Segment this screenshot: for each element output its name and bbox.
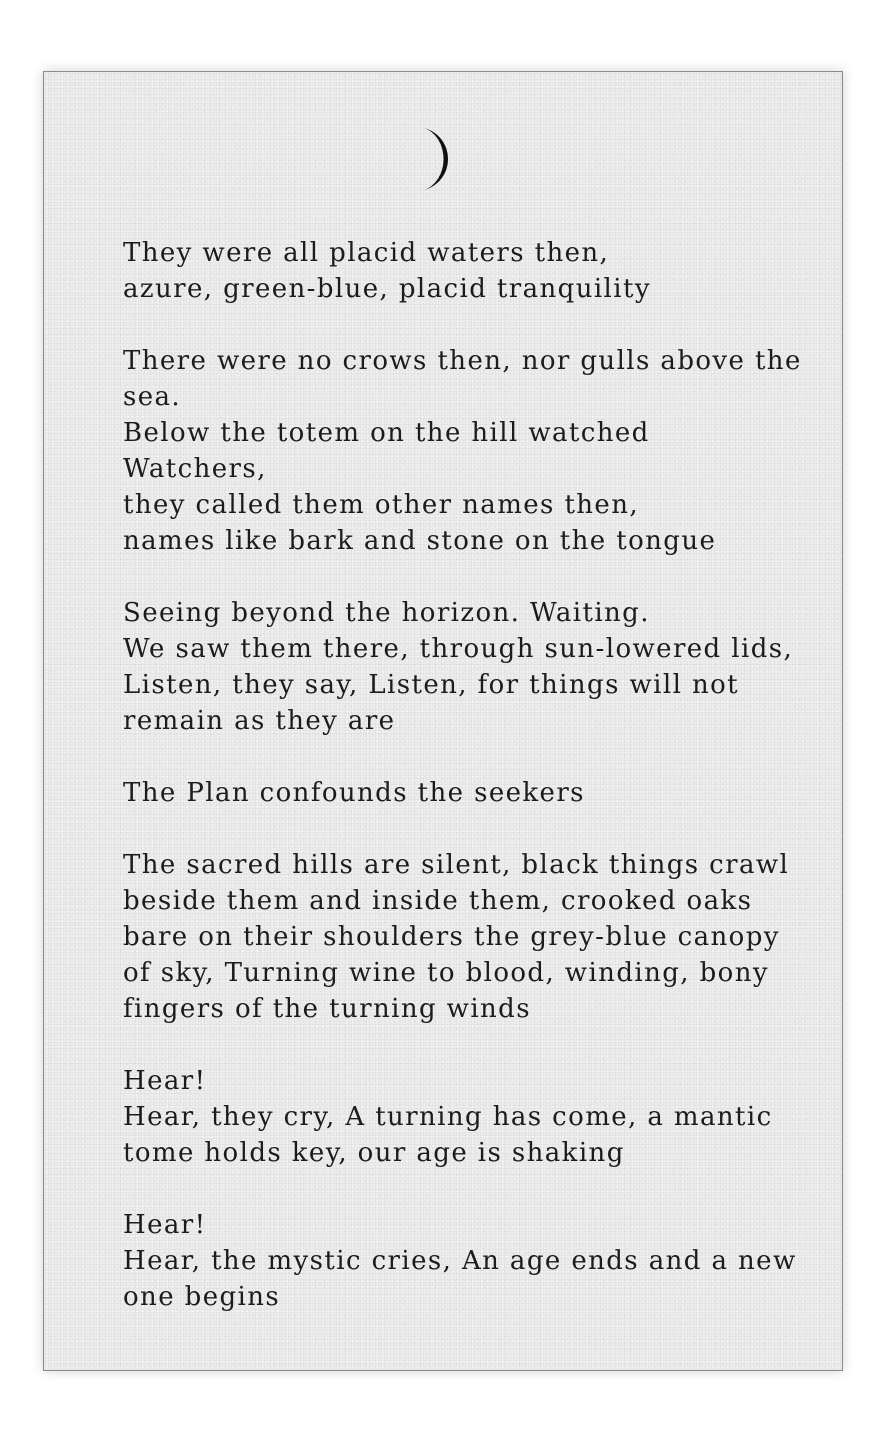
stanza-2 [123,343,803,559]
poem-line: azure, green-blue, placid tranquility [123,274,651,304]
poem-line: Hear! [123,1210,207,1240]
poem-line: Below the totem on the hill watched Watchers, [123,418,650,484]
poem-line: Hear, the mystic cries, An age ends and a new one begins [123,1246,797,1312]
stanza-6 [123,1063,803,1171]
crescent-moon-icon [422,126,466,192]
poem-line: Seeing beyond the horizon. Waiting. [123,598,650,628]
poem-line: They were all placid waters then, [123,238,610,268]
stanza-5 [123,847,803,1027]
poem-line: names like bark and stone on the tongue [123,526,717,556]
poem-line: they called them other names then, [123,490,640,520]
poem-line: The Plan confounds the seekers [123,778,585,808]
poem-line: There were no crows then, nor gulls above the sea. [123,346,802,412]
poem-body [123,235,803,1315]
poem-line: Listen, they say, Listen, for things will not remain as they are [123,670,739,736]
poem-line: Hear! [123,1066,207,1096]
stanza-3 [123,595,803,739]
stanza-4 [123,775,803,811]
stanza-1 [123,235,803,307]
stanza-7 [123,1207,803,1315]
poem-page [43,71,843,1371]
poem-line: We saw them there, through sun-lowered lids, [123,634,794,664]
poem-line: Hear, they cry, A turning has come, a mantic tome holds key, our age is shaking [123,1102,773,1168]
poem-line: The sacred hills are silent, black things crawl beside them and inside them, crooked oaks bare on their shoulders the grey-blue canopy of sky, Turning wine to blood, winding, bony fingers of the turning winds [123,850,790,1024]
